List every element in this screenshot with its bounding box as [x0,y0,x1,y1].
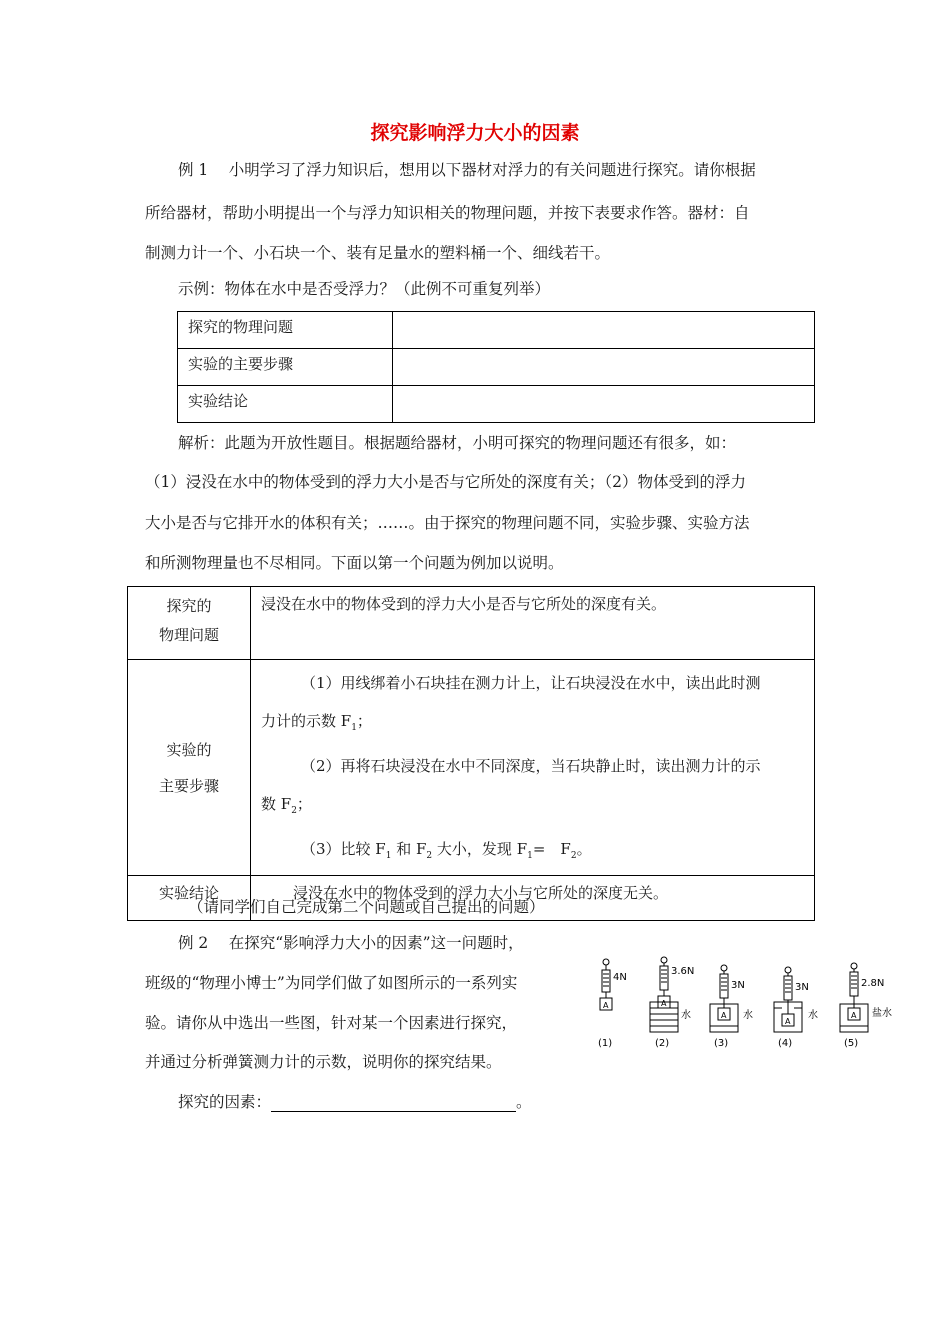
block-label: A [603,1001,609,1010]
row-header: 物理问题 [158,626,219,644]
answer-table-2 [127,586,815,921]
row-label: 实验结论 [188,392,249,410]
row-header: 实验结论 [158,884,219,902]
table-cell [178,349,393,386]
reading-label: 2.8N [861,978,885,989]
liquid-label: 水 [681,1010,691,1021]
reading-label: 3N [795,982,809,993]
table-row [178,349,815,386]
table-cell [128,660,251,876]
analysis-line-4: 和所测物理量也不尽相同。下面以第一个问题为例加以说明。 [145,554,564,572]
setup-2 [650,957,694,1049]
step-text: ； [356,712,372,730]
figure-number: (5) [844,1038,859,1049]
subscript: 1 [351,723,357,733]
block-label: A [851,1011,857,1020]
row-header: 主要步骤 [158,776,219,795]
figure-number: (1) [598,1038,613,1049]
factor-end: 。 [516,1093,532,1111]
row-label: 探究的物理问题 [188,318,294,336]
block-label: A [785,1017,791,1026]
page-title: 探究影响浮力大小的因素 [370,122,580,144]
subscript: 2 [291,806,297,816]
example2-line-2: 班级的“物理小博士”为同学们做了如图所示的一系列实 [145,974,518,992]
table-cell [251,587,815,660]
example1-line-1: 例 1 小明学习了浮力知识后，想用以下器材对浮力的有关问题进行探究。请你根据 [178,161,756,179]
table-cell [251,660,815,876]
reading-label: 3.6N [671,966,695,977]
example2-line-4: 并通过分析弹簧测力计的示数，说明你的探究结果。 [145,1053,502,1071]
block-label: A [661,999,667,1008]
factor-answer-line [178,1090,532,1112]
example-hint: 示例：物体在水中是否受浮力？（此例不可重复列举） [178,280,551,298]
step-2-line-1: （2）再将石块浸没在水中不同深度，当石块静止时，读出测力计的示 [301,757,761,775]
liquid-label: 盐水 [872,1008,892,1019]
subscript: 1 [527,851,533,861]
analysis-line-3: 大小是否与它排开水的体积有关；……。由于探究的物理问题不同，实验步骤、实验方法 [145,514,750,532]
conclusion: 浸没在水中的物体受到的浮力大小与它所处的深度无关。 [293,884,669,902]
step-text: 和 F [391,840,427,858]
table-cell [178,386,393,423]
setup-3 [710,965,753,1049]
factor-blank[interactable] [271,1095,516,1112]
step-text: 数 F [261,795,292,813]
table-row [178,386,815,423]
row-label: 实验的主要步骤 [188,355,294,373]
experiment-figure [592,952,912,1062]
figure-number: (3) [714,1038,729,1049]
subscript: 2 [426,851,433,861]
table-row [128,660,815,876]
liquid-label: 水 [808,1010,818,1021]
step-text: = F [532,840,571,858]
example1-line-3: 制测力计一个、小石块一个、装有足量水的塑料桶一个、细线若干。 [145,244,611,262]
step-text: ； [296,795,312,813]
table-cell [128,587,251,660]
setup-1 [598,959,627,1049]
block-label: A [721,1011,727,1020]
answer-cell[interactable] [393,312,815,349]
step-text: （3）比较 F [301,840,386,858]
self-practice-note: （请同学们自己完成第二个问题或自己提出的问题） [188,898,545,916]
step-2-line-2 [261,785,804,830]
example2-line-3: 验。请你从中选出一些图，针对某一个因素进行探究， [145,1014,518,1032]
answer-cell[interactable] [393,386,815,423]
row-header: 探究的 [166,597,212,615]
reading-label: 4N [613,972,627,983]
step-1-line-2 [261,702,804,747]
factor-label: 探究的因素： [178,1093,272,1111]
setup-5 [840,963,892,1049]
example2-line-1: 例 2 在探究“影响浮力大小的因素”这一问题时， [178,934,524,952]
figure-number: (4) [778,1038,793,1049]
figure-number: (2) [655,1038,670,1049]
step-text: 。 [576,840,592,858]
research-question: 浸没在水中的物体受到的浮力大小是否与它所处的深度有关。 [261,595,667,613]
table-row [128,587,815,660]
step-1-line-1: （1）用线绑着小石块挂在测力计上，让石块浸没在水中，读出此时测 [301,674,761,692]
subscript: 2 [570,851,577,861]
table-row [178,312,815,349]
analysis-line-1: 解析：此题为开放性题目。根据题给器材，小明可探究的物理问题还有很多，如： [178,434,737,452]
table-cell [178,312,393,349]
step-text: 大小，发现 F [432,840,528,858]
row-header: 实验的 [166,740,212,759]
example1-line-2: 所给器材，帮助小明提出一个与浮力知识相关的物理问题，并按下表要求作答。器材：自 [145,204,750,222]
reading-label: 3N [731,980,745,991]
analysis-line-2: （1）浸没在水中的物体受到的浮力大小是否与它所处的深度有关；（2）物体受到的浮力 [145,473,746,491]
setup-4 [774,967,818,1049]
answer-table-1 [177,311,815,423]
subscript: 1 [385,851,392,861]
answer-cell[interactable] [393,349,815,386]
step-3 [261,830,804,875]
liquid-label: 水 [743,1010,753,1021]
step-text: 力计的示数 F [261,712,352,730]
